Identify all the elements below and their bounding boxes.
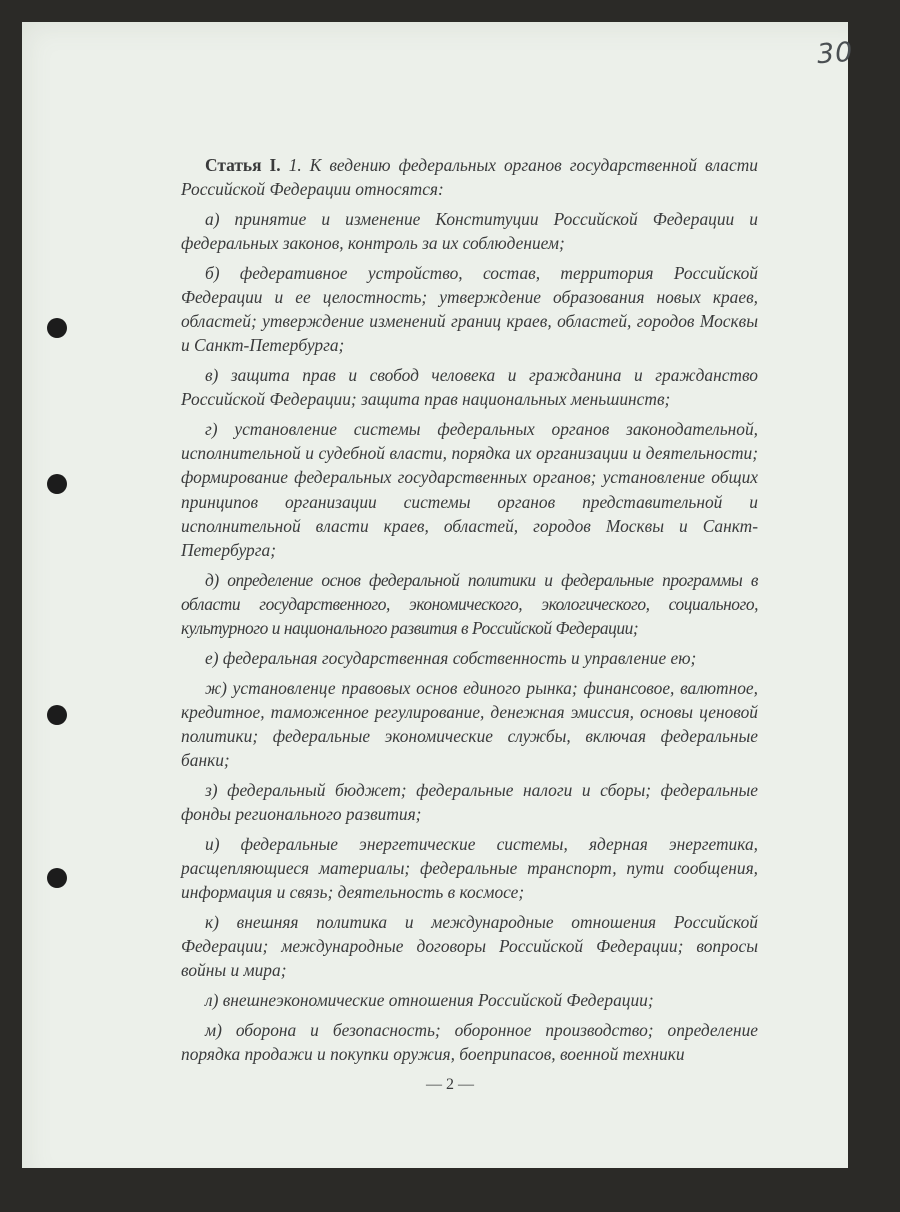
article-item-z: з) федеральный бюджет; федеральные налоги и сборы; федеральные фонды регионального развития; bbox=[181, 779, 758, 825]
article-item-v: в) защита прав и свобод человека и гражданина и гражданство Российской Федерации; защита прав национальных меньшинств; bbox=[181, 365, 758, 410]
binder-hole-icon bbox=[47, 705, 67, 725]
article-item-i: и) федеральные энергетические системы, ядерная энергетика, расщепляющиеся материалы; федеральные транспорт, пути сообщения, информация и связь; деятельность в космосе; bbox=[181, 833, 758, 903]
article-item-g: г) установление системы федеральных органов законодательной, исполнительной и судебной власти, порядка их организации и деятельности; формирование федеральных государственных органов; установление общих принципов организации системы органов представительной и исполнительной власти краев, областей, городов Москвы и Санкт-Петербурга; bbox=[181, 419, 758, 561]
article-item-e: е) федеральная государственная собственность и управление ею; bbox=[205, 647, 697, 668]
handwritten-page-number: 30 bbox=[815, 36, 855, 71]
article-item-k: к) внешняя политика и международные отношения Российской Федерации; международные договоры Российской Федерации; вопросы войны и мира; bbox=[181, 911, 758, 981]
article-intro: 1. К ведению федеральных органов государственной власти Российской Федерации относятся: bbox=[181, 155, 758, 200]
article-body bbox=[181, 153, 758, 1072]
article-item-a: а) принятие и изменение Конституции Российской Федерации и федеральных законов, контроль за их соблюдением; bbox=[181, 208, 758, 254]
article-item-d: д) определение основ федеральной политики и федеральные программы в области государственного, экономического, экологического, социального, культурного и национального развития в Российской Федерации; bbox=[181, 569, 758, 639]
binder-hole-icon bbox=[47, 318, 67, 338]
scan-edge bbox=[848, 22, 874, 1190]
article-item-m: м) оборона и безопасность; оборонное производство; определение порядка продажи и покупки оружия, боеприпасов, военной техники bbox=[181, 1019, 758, 1064]
page-number: — 2 — bbox=[426, 1076, 474, 1093]
article-intro-paragraph bbox=[181, 153, 758, 201]
scan-edge bbox=[22, 1168, 874, 1190]
article-heading: Статья I. bbox=[205, 155, 281, 175]
binder-hole-icon bbox=[47, 868, 67, 888]
article-item-l: л) внешнеэкономические отношения Российской Федерации; bbox=[205, 990, 654, 1010]
article-item-zh: ж) установленце правовых основ единого рынка; финансовое, валютное, кредитное, таможенное регулирование, денежная эмиссия, основы ценовой политики; федеральные экономические службы, включая федеральные банки; bbox=[181, 677, 758, 771]
article-item-b: б) федеративное устройство, состав, территория Российской Федерации и ее целостность; утверждение образования новых краев, областей; утверждение изменений границ краев, областей, городов Москвы и Санкт-Петербурга; bbox=[181, 262, 758, 356]
binder-hole-icon bbox=[47, 474, 67, 494]
